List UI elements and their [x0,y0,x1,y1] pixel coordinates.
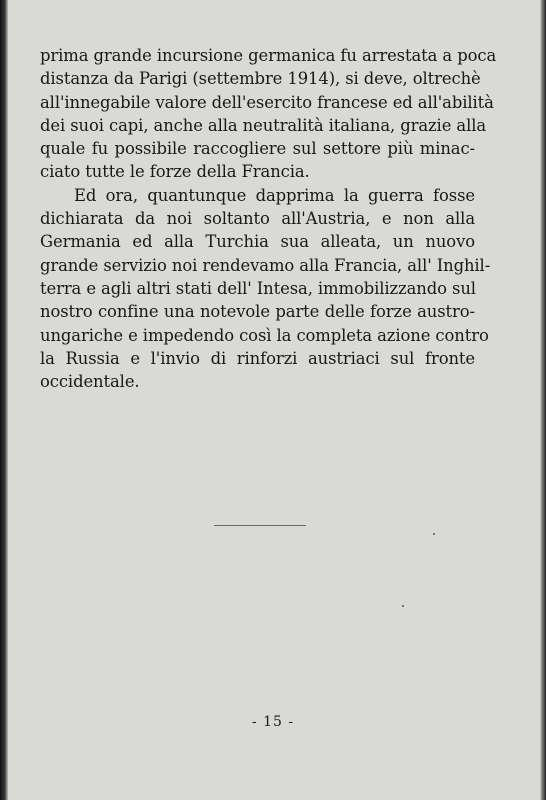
paper-speck [402,605,404,607]
text-line: nostro confine una notevole parte delle forze austro- [40,302,475,322]
text-line: dichiarata da noi soltanto all'Austria, e non alla [40,209,475,229]
text-line: quale fu possibile raccogliere sul settore più minac- [40,139,475,159]
paragraph [40,44,497,184]
body-text [40,44,497,393]
section-divider [214,525,306,526]
text-line: all'innegabile valore dell'esercito francese ed all'abilità [40,92,494,112]
page-number: - 15 - [251,714,295,730]
text-line: ungariche e impedendo così la completa azione contro [40,325,489,345]
text-line: prima grande incursione germanica fu arrestata a poca [40,46,497,65]
text-line: distanza da Parigi (settembre 1914), si deve, oltrechè [40,69,481,89]
text-line: grande servizio noi rendevamo alla Francia, all' Inghil- [40,255,491,275]
text-line: ciato tutte le forze della Francia. [40,162,310,182]
text-line: Ed ora, quantunque dapprima la guerra fosse [74,185,475,205]
text-line: la Russia e l'invio di rinforzi austriaci sul fronte [40,348,475,368]
text-line: occidentale. [40,372,140,392]
text-line: dei suoi capi, anche alla neutralità italiana, grazie alla [40,115,487,135]
text-line: terra e agli altri stati dell' Intesa, immobilizzando sul [40,278,476,298]
text-line: Germania ed alla Turchia sua alleata, un nuovo [40,232,475,252]
paragraph [40,184,491,394]
paper-speck [433,533,435,535]
